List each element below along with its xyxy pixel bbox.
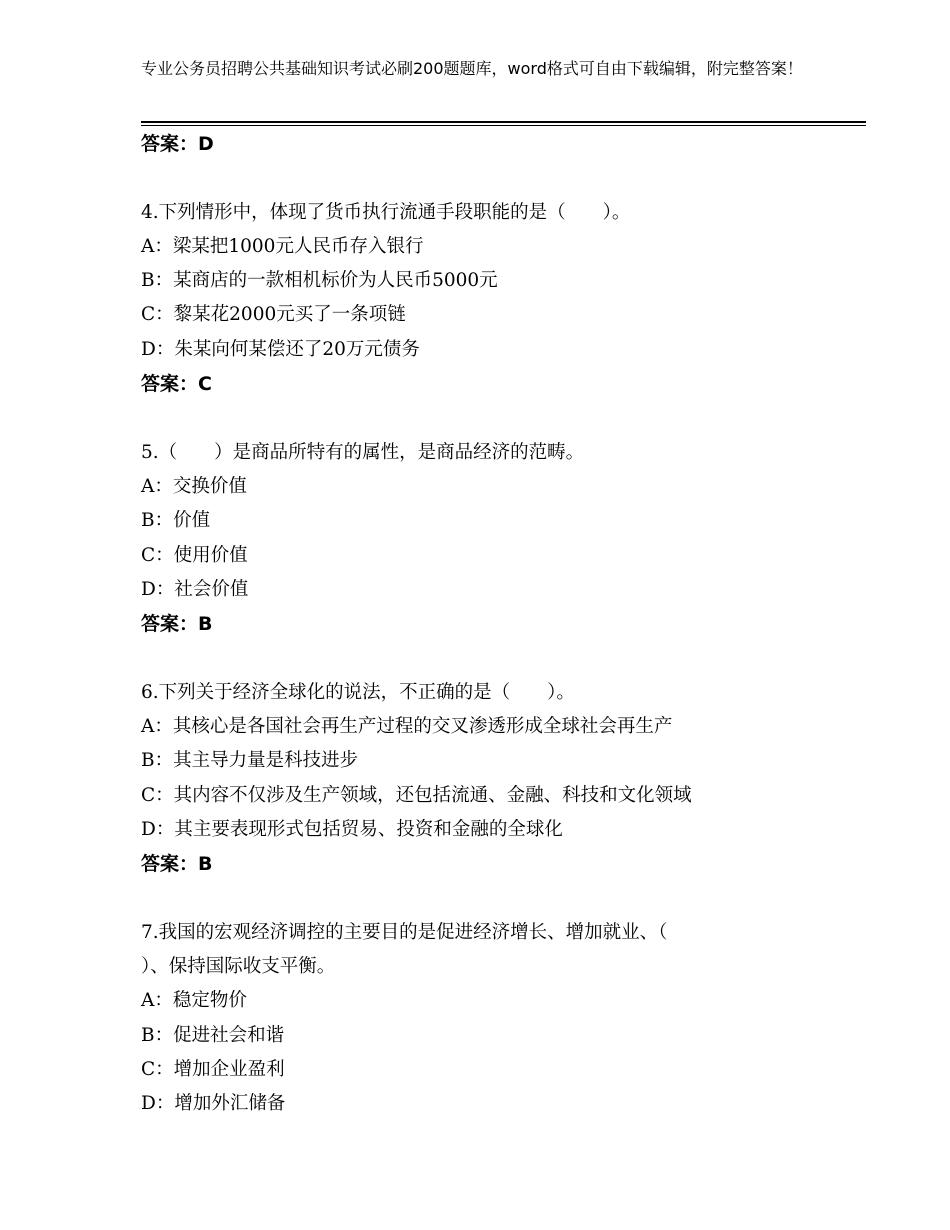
option-b: B：其主导力量是科技进步 (141, 750, 359, 772)
spacer (141, 641, 841, 675)
question-list (141, 127, 841, 1122)
option-c: C：黎某花2000元买了一条项链 (141, 304, 406, 326)
page-header: 专业公务员招聘公共基础知识考试必刷200题题库，word格式可自由下载编辑，附完整答案！ (141, 59, 803, 78)
answer-line: 答案：D (141, 133, 214, 155)
header-rule-thin (141, 125, 866, 126)
question-stem-continued: ）、保持国际收支平衡。 (141, 956, 336, 978)
option-c: C：使用价值 (141, 544, 248, 566)
option-b: B：价值 (141, 510, 211, 532)
answer-line: 答案：B (141, 613, 213, 636)
answer-line: 答案：C (141, 373, 212, 396)
option-d: D：其主要表现形式包括贸易、投资和金融的全球化 (141, 818, 563, 840)
question-block (141, 916, 841, 1122)
option-d: D：朱某向何某偿还了20万元债务 (141, 338, 420, 360)
option-a: A：稳定物价 (141, 990, 247, 1012)
header-rule-thick (141, 121, 866, 123)
option-d: D：增加外汇储备 (141, 1093, 286, 1115)
spacer (141, 882, 841, 916)
spacer (141, 401, 841, 435)
option-c: C：其内容不仅涉及生产领域，还包括流通、金融、科技和文化领域 (141, 784, 692, 806)
question-stem: 4.下列情形中，体现了货币执行流通手段职能的是（ ）。 (141, 201, 631, 223)
option-b: B：某商店的一款相机标价为人民币5000元 (141, 270, 498, 292)
question-stem: 6.下列关于经济全球化的说法，不正确的是（ ）。 (141, 681, 575, 703)
question-stem: 5.（ ）是商品所特有的属性，是商品经济的范畴。 (141, 441, 585, 463)
option-a: A：其核心是各国社会再生产过程的交叉渗透形成全球社会再生产 (141, 716, 673, 738)
answer-line: 答案：B (141, 853, 213, 876)
question-block (141, 196, 841, 402)
option-c: C：增加企业盈利 (141, 1059, 285, 1081)
option-b: B：促进社会和谐 (141, 1024, 285, 1046)
question-block (141, 676, 841, 882)
option-a: A：交换价值 (141, 475, 247, 497)
option-a: A：梁某把1000元人民币存入银行 (141, 235, 424, 257)
option-d: D：社会价值 (141, 578, 249, 600)
question-block (141, 436, 841, 642)
question-stem: 7.我国的宏观经济调控的主要目的是促进经济增长、增加就业、（ (141, 921, 668, 943)
spacer (141, 161, 841, 195)
